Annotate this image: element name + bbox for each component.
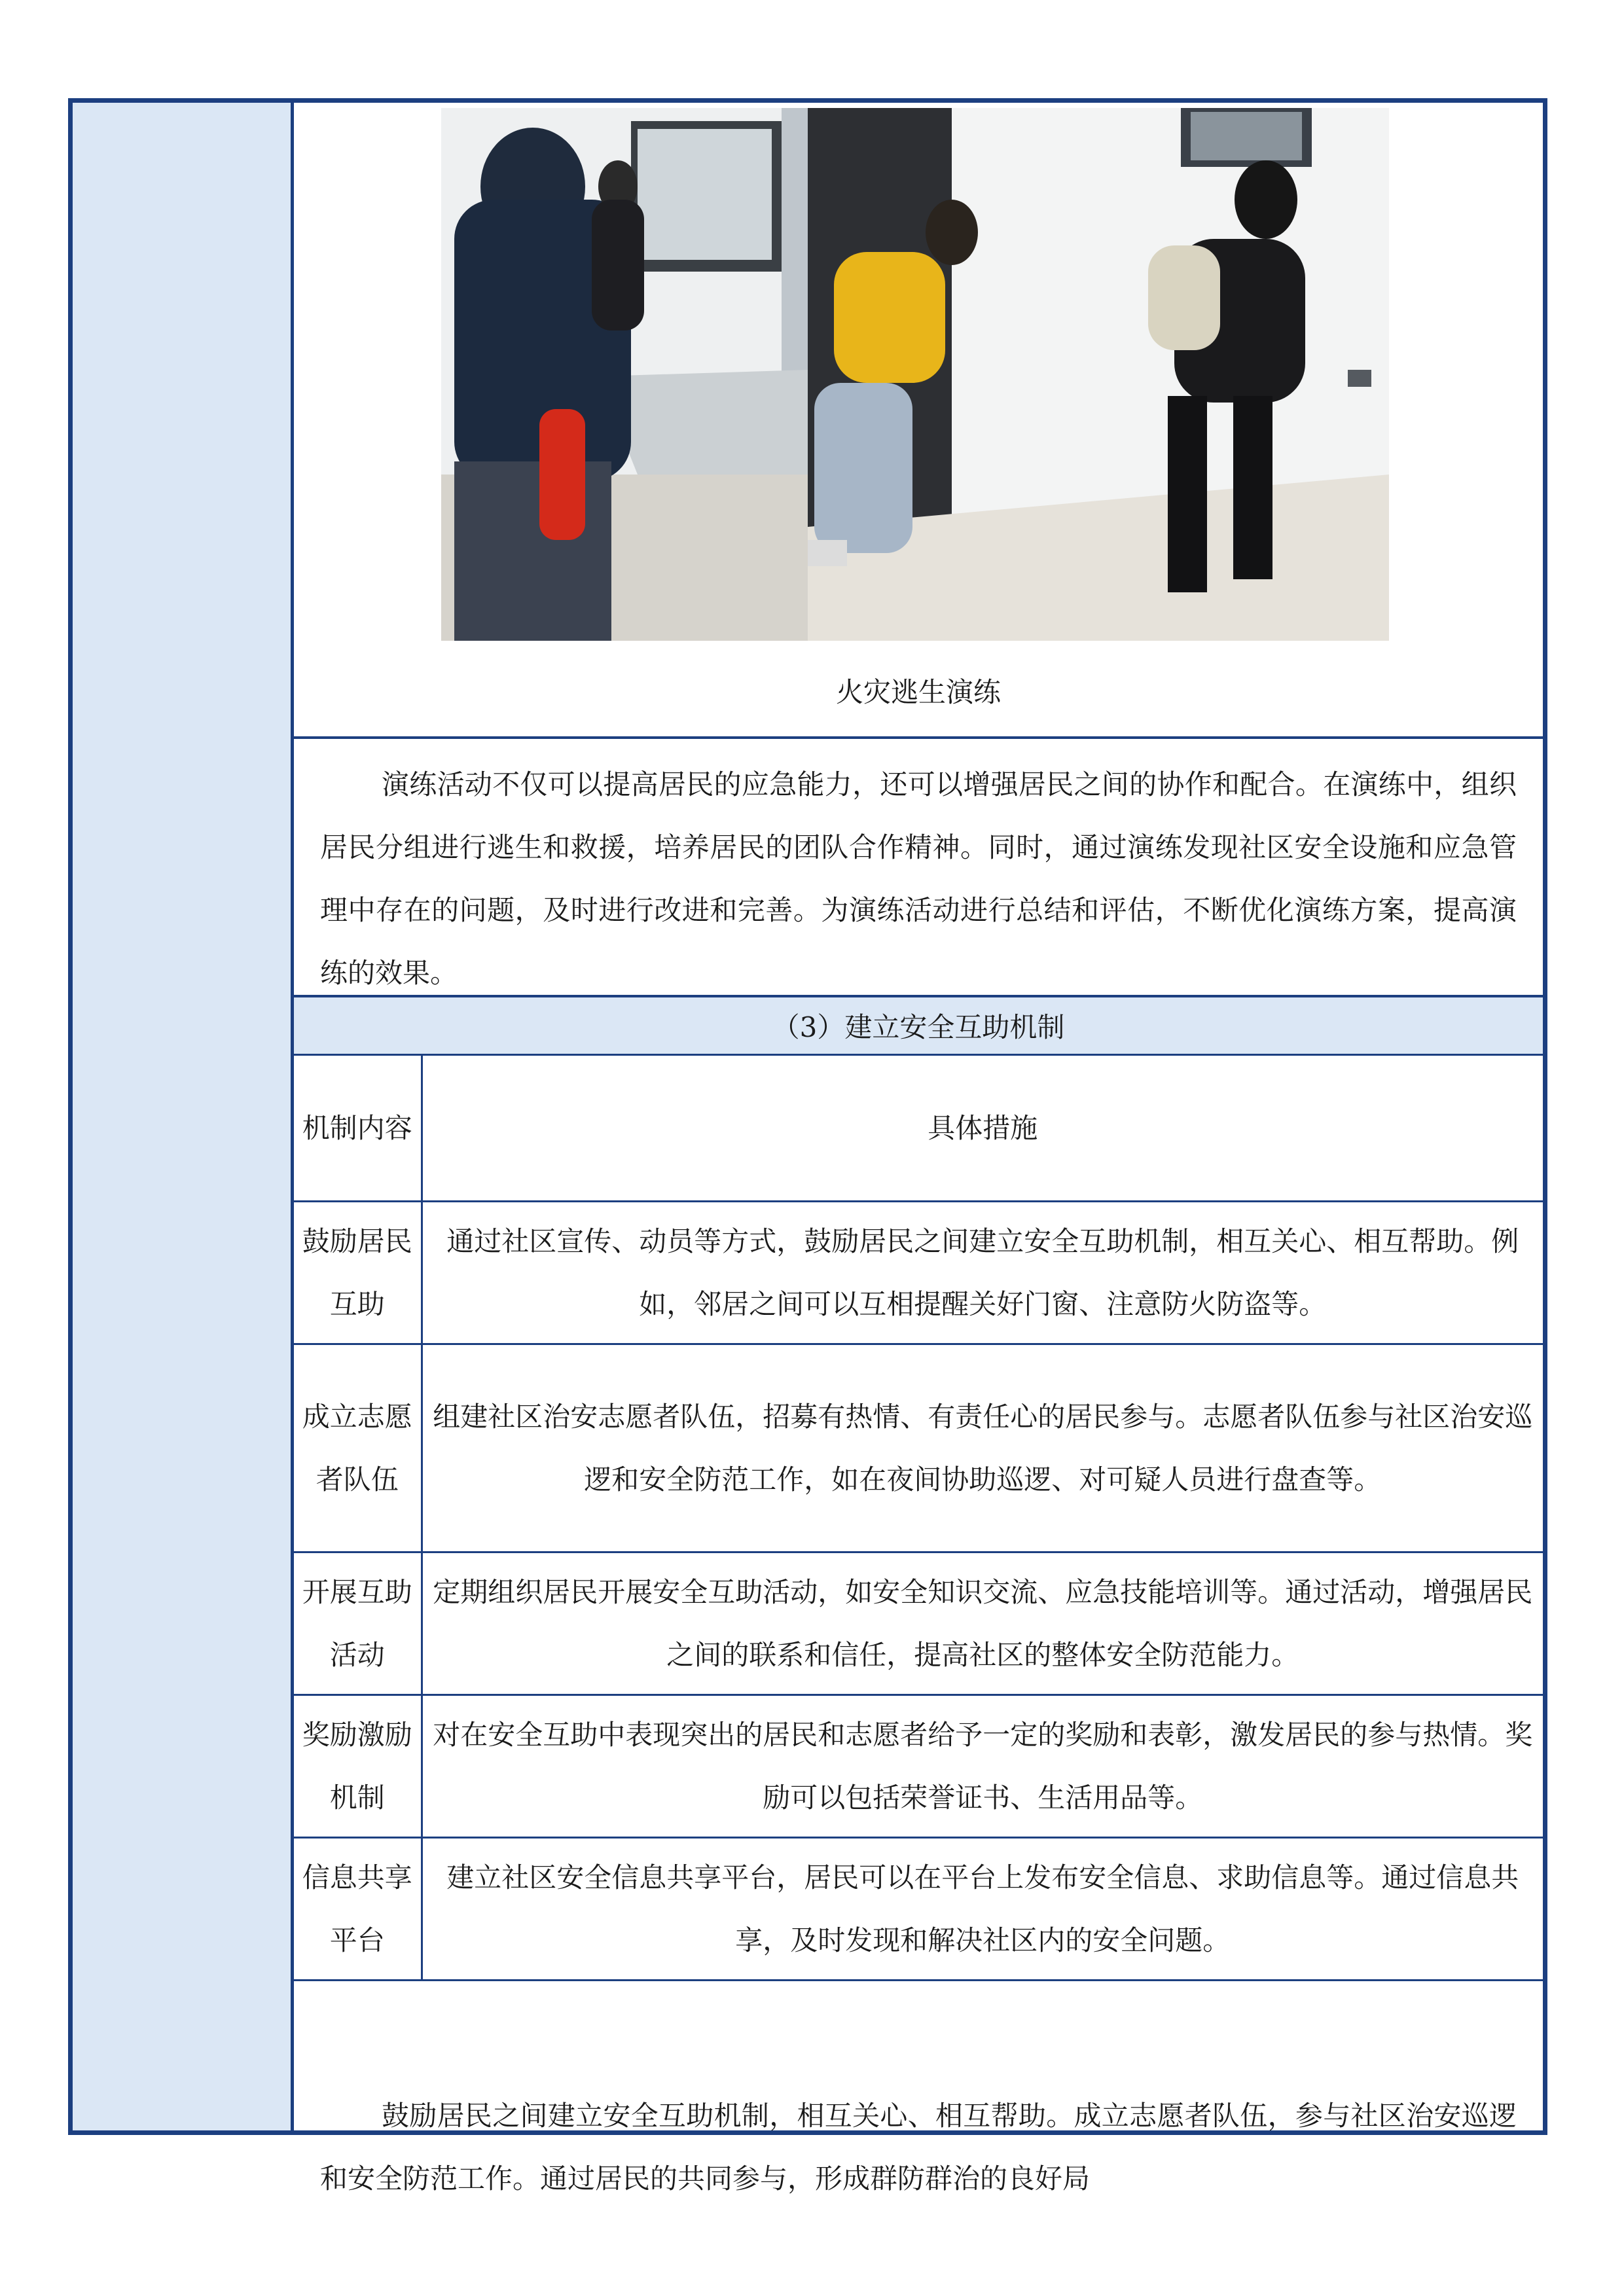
closing-paragraph xyxy=(294,2085,1543,2195)
content-column xyxy=(294,103,1543,2195)
table-row xyxy=(294,1344,1543,1552)
row-measure: 对在安全互助中表现突出的居民和志愿者给予一定的奖励和表彰，激发居民的参与热情。奖励可以包括荣誉证书、生活用品等。 xyxy=(422,1695,1543,1838)
row-item: 鼓励居民互助 xyxy=(294,1202,422,1344)
row-item: 信息共享平台 xyxy=(294,1838,422,1981)
figure-caption: 火灾逃生演练 xyxy=(835,676,1001,708)
row-item: 奖励激励机制 xyxy=(294,1695,422,1838)
row-measure: 组建社区治安志愿者队伍，招募有热情、有责任心的居民参与。志愿者队伍参与社区治安巡逻和安全防范工作，如在夜间协助巡逻、对可疑人员进行盘查等。 xyxy=(422,1344,1543,1552)
row-item: 开展互助活动 xyxy=(294,1552,422,1695)
fire-drill-photo xyxy=(441,108,1389,641)
row-item: 成立志愿者队伍 xyxy=(294,1344,422,1552)
closing-paragraph-text: 鼓励居民之间建立安全互助机制，相互关心、相互帮助。成立志愿者队伍，参与社区治安巡逻和安全防范工作。通过居民的共同参与，形成群防群治的良好局 xyxy=(320,2100,1517,2195)
table-header-row xyxy=(294,1056,1543,1202)
row-measure: 定期组织居民开展安全互助活动，如安全知识交流、应急技能培训等。通过活动，增强居民之间的联系和信任，提高社区的整体安全防范能力。 xyxy=(422,1552,1543,1695)
intro-paragraph: 演练活动不仅可以提高居民的应急能力，还可以增强居民之间的协作和配合。在演练中，组织居民分组进行逃生和救援，培养居民的团队合作精神。同时，通过演练发现社区安全设施和应急管理中存在的问题，及时进行改进和完善。为演练活动进行总结和评估，不断优化演练方案，提高演练的效果。 xyxy=(320,768,1517,989)
document-frame xyxy=(68,98,1547,2195)
section-title: （3）建立安全互助机制 xyxy=(294,995,1543,1056)
table-row xyxy=(294,1552,1543,1695)
mechanism-table xyxy=(294,1056,1543,1981)
row-measure: 通过社区宣传、动员等方式，鼓励居民之间建立安全互助机制，相互关心、相互帮助。例如，邻居之间可以互相提醒关好门窗、注意防火防盗等。 xyxy=(422,1202,1543,1344)
table-row xyxy=(294,1202,1543,1344)
table-row xyxy=(294,1695,1543,1838)
table-row xyxy=(294,1838,1543,1981)
figure-cell xyxy=(294,103,1543,739)
header-measure: 具体措施 xyxy=(422,1056,1543,1202)
header-item: 机制内容 xyxy=(294,1056,422,1202)
row-measure: 建立社区安全信息共享平台，居民可以在平台上发布安全信息、求助信息等。通过信息共享，及时发现和解决社区内的安全问题。 xyxy=(422,1838,1543,1981)
photo-illustration xyxy=(441,108,1389,641)
left-column xyxy=(73,103,294,2130)
